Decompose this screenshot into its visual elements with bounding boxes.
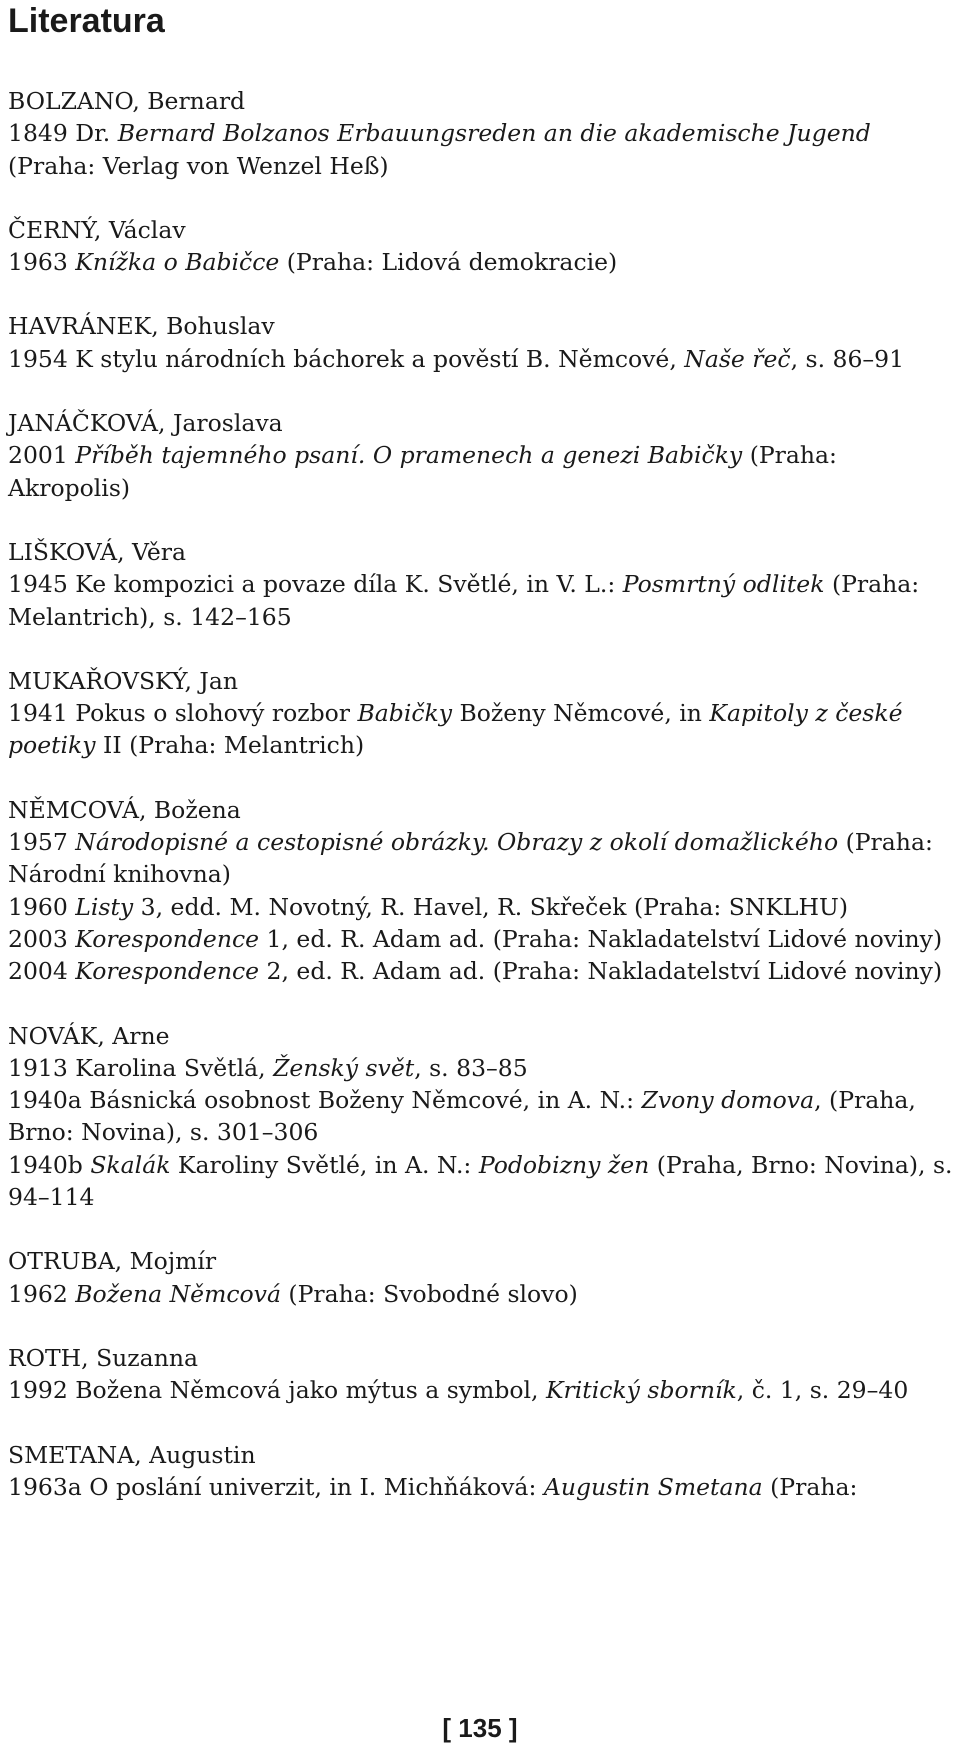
citation-italic-text: Božena Němcová bbox=[75, 1279, 281, 1308]
citation-text: 1992 Božena Němcová jako mýtus a symbol, bbox=[8, 1376, 546, 1405]
entry-citation bbox=[8, 955, 953, 987]
citation-text: 1849 Dr. bbox=[8, 119, 118, 148]
entry-author: ROTH, Suzanna bbox=[8, 1343, 198, 1372]
entry-citation bbox=[8, 891, 953, 923]
bibliography-entry bbox=[8, 1020, 953, 1214]
citation-italic-text: Kritický sborník bbox=[546, 1376, 737, 1405]
citation-text: II (Praha: Melantrich) bbox=[95, 731, 365, 760]
citation-italic-text: Korespondence bbox=[75, 957, 260, 986]
entry-citation bbox=[8, 1084, 953, 1149]
bibliography-entry bbox=[8, 214, 953, 279]
citation-text: (Praha: bbox=[762, 1472, 858, 1501]
bibliography-entry bbox=[8, 1439, 953, 1504]
entry-citation bbox=[8, 568, 953, 633]
entry-author: HAVRÁNEK, Bohuslav bbox=[8, 312, 275, 341]
citation-text: 1957 bbox=[8, 828, 76, 857]
citation-italic-text: Babičky bbox=[357, 699, 453, 728]
citation-text: (Praha, Brno: Novina), s. 94–114 bbox=[8, 1150, 953, 1212]
citation-italic-text: Korespondence bbox=[75, 924, 260, 953]
citation-italic-text: Posmrtný odlitek bbox=[622, 570, 825, 599]
page-number: [ 135 ] bbox=[442, 1713, 518, 1743]
citation-text: 1940a Básnická osobnost Boženy Němcové, in A. N.: bbox=[8, 1086, 642, 1115]
citation-text: 1963 bbox=[8, 248, 76, 277]
citation-italic-text: Knížka o Babičce bbox=[75, 248, 280, 277]
entry-citation bbox=[8, 246, 953, 278]
entry-author: ČERNÝ, Václav bbox=[8, 215, 186, 244]
citation-text: , s. 83–85 bbox=[414, 1053, 528, 1082]
entry-author: LIŠKOVÁ, Věra bbox=[8, 537, 187, 566]
citation-text: 1, ed. R. Adam ad. (Praha: Nakladatelství Lidové noviny) bbox=[259, 924, 943, 953]
entry-author: BOLZANO, Bernard bbox=[8, 87, 246, 115]
citation-text: (Praha: Lidová demokracie) bbox=[279, 248, 618, 277]
citation-text: (Praha: Verlag von Wenzel Heß) bbox=[8, 151, 389, 180]
citation-italic-text: Listy bbox=[75, 892, 134, 921]
citation-italic-text: Augustin Smetana bbox=[543, 1472, 763, 1501]
bibliography-entry bbox=[8, 310, 953, 375]
entry-citation bbox=[8, 1278, 953, 1310]
citation-text: (Praha: Akropolis) bbox=[8, 441, 837, 502]
citation-text: 2, ed. R. Adam ad. (Praha: Nakladatelství Lidové noviny) bbox=[259, 957, 943, 986]
entry-citation bbox=[8, 697, 953, 762]
citation-italic-text: Podobizny žen bbox=[478, 1150, 650, 1179]
citation-text: 1962 bbox=[8, 1279, 76, 1308]
citation-text: 1954 K stylu národních báchorek a pověstí B. Němcové, bbox=[8, 344, 685, 373]
entry-citation bbox=[8, 439, 953, 504]
entry-citation bbox=[8, 923, 953, 955]
citation-italic-text: Příběh tajemného psaní. O pramenech a genezi Babičky bbox=[75, 441, 743, 470]
entry-citation bbox=[8, 1471, 953, 1503]
citation-text: (Praha: Svobodné slovo) bbox=[280, 1279, 578, 1308]
citation-text: 1940b bbox=[8, 1150, 91, 1179]
citation-text: , (Praha, Brno: Novina), s. 301–306 bbox=[8, 1086, 916, 1147]
bibliography-entry bbox=[8, 1342, 953, 1407]
citation-italic-text: Kapitoly z české poetiky bbox=[8, 699, 903, 760]
entry-author: JANÁČKOVÁ, Jaroslava bbox=[8, 409, 283, 438]
entry-author: OTRUBA, Mojmír bbox=[8, 1247, 217, 1276]
entry-citation bbox=[8, 1052, 953, 1084]
entry-citation bbox=[8, 1149, 953, 1214]
bibliography-entry bbox=[8, 536, 953, 633]
citation-text: , č. 1, s. 29–40 bbox=[736, 1376, 909, 1405]
citation-text: (Praha: Národní knihovna) bbox=[8, 828, 933, 889]
citation-italic-text: Bernard Bolzanos Erbauungsreden an die akademische Jugend bbox=[117, 119, 871, 148]
entry-author: NĚMCOVÁ, Božena bbox=[8, 795, 241, 824]
citation-text: 2004 bbox=[8, 957, 76, 986]
citation-italic-text: Skalák bbox=[90, 1150, 171, 1179]
citation-text: Boženy Němcové, in bbox=[452, 699, 710, 728]
citation-italic-text: Naše řeč bbox=[684, 344, 791, 373]
citation-text: (Praha: Melantrich), s. 142–165 bbox=[8, 570, 920, 631]
entry-author: MUKAŘOVSKÝ, Jan bbox=[8, 666, 238, 695]
citation-text: 2003 bbox=[8, 924, 76, 953]
bibliography-entry bbox=[8, 665, 953, 762]
entry-citation bbox=[8, 117, 953, 182]
citation-text: 1963a O poslání univerzit, in I. Michňáková: bbox=[8, 1472, 544, 1501]
citation-italic-text: Národopisné a cestopisné obrázky. Obrazy z okolí domažlického bbox=[75, 828, 839, 857]
citation-text: 3, edd. M. Novotný, R. Havel, R. Skřeček (Praha: SNKLHU) bbox=[133, 892, 849, 921]
bibliography-entry bbox=[8, 794, 953, 988]
entry-citation bbox=[8, 826, 953, 891]
bibliography-entry bbox=[8, 407, 953, 504]
citation-text: 1945 Ke kompozici a povaze díla K. Světlé, in V. L.: bbox=[8, 570, 623, 599]
citation-text: 1913 Karolina Světlá, bbox=[8, 1053, 274, 1082]
entry-citation bbox=[8, 343, 953, 375]
citation-italic-text: Zvony domova bbox=[641, 1086, 815, 1115]
citation-text: 2001 bbox=[8, 441, 76, 470]
citation-text: 1960 bbox=[8, 892, 76, 921]
bibliography-entry bbox=[8, 1245, 953, 1310]
entry-citation bbox=[8, 1374, 953, 1406]
bibliography-list bbox=[8, 85, 953, 1503]
entry-author: SMETANA, Augustin bbox=[8, 1440, 256, 1469]
entry-author: NOVÁK, Arne bbox=[8, 1021, 170, 1050]
citation-text: , s. 86–91 bbox=[790, 344, 905, 373]
citation-text: 1941 Pokus o slohový rozbor bbox=[8, 699, 358, 728]
bibliography-entry bbox=[8, 85, 953, 182]
citation-text: Karoliny Světlé, in A. N.: bbox=[170, 1150, 479, 1179]
page-title: Literatura bbox=[8, 2, 165, 40]
citation-italic-text: Ženský svět bbox=[273, 1053, 415, 1082]
